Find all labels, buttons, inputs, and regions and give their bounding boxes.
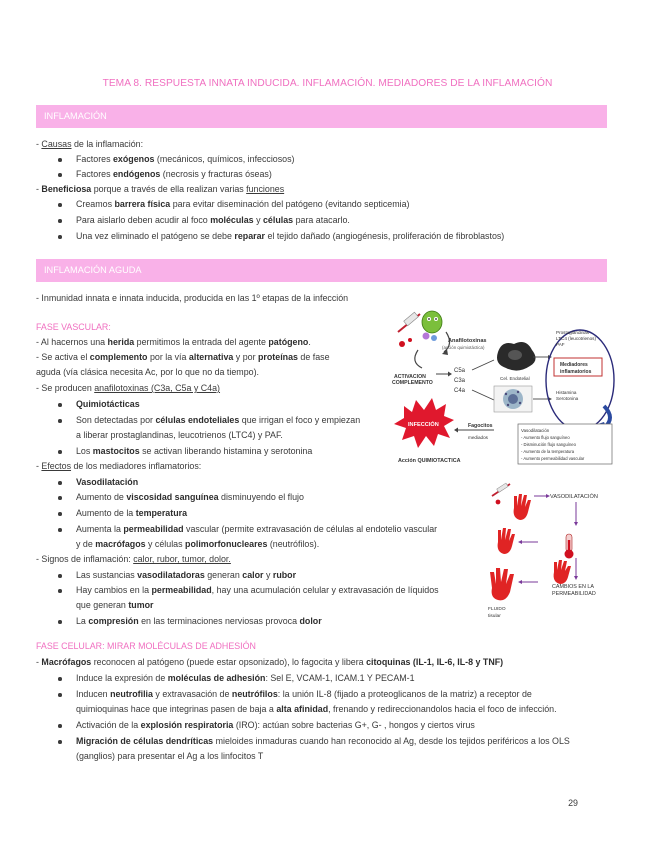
causas-line: - Causas de la inflamación: [36, 139, 144, 149]
cel-endotelial-label: Cel. Endotelial [500, 376, 530, 381]
histamina-label: Histamina [556, 390, 577, 395]
thermometer-icon [565, 534, 574, 559]
bullet [58, 693, 62, 697]
celular-adhesion: Induce la expresión de moléculas de adhesión: Sel E, VCAM-1, ICAM.1 Y PECAM-1 [76, 673, 415, 683]
bullet [58, 235, 62, 239]
effect-list-1: - Aumento flujo sanguíneo [521, 435, 570, 440]
mastocitos-line: Los mastocitos se activan liberando histamina y serotonina [76, 446, 313, 456]
celular-dendriticas-2: (ganglios) para presentar el Ag a los linfocitos T [76, 751, 264, 761]
effect-list-2: - Disminución flujo sanguíneo [521, 442, 576, 447]
bullet [58, 481, 62, 485]
bullet [58, 173, 62, 177]
bullet [58, 574, 62, 578]
signo-tumor-2: que generan tumor [76, 600, 154, 610]
bullet [58, 450, 62, 454]
mast-cell-icon [494, 386, 532, 412]
accion-quimiotactica-label: Acción QUIMIOTACTICA [398, 458, 461, 464]
cambios-label-1: CAMBIOS EN LA [552, 584, 594, 590]
c5a-label: C5a [454, 368, 466, 374]
causa-endogenos: Factores endógenos (necrosis y fracturas óseas) [76, 169, 272, 179]
bullet [58, 620, 62, 624]
funcion-barrera: Creamos barrera física para evitar diseminación del patógeno (evitando septicemia) [76, 199, 410, 209]
section-banner-inflamacion: INFLAMACIÓN [36, 105, 607, 128]
infeccion-label: INFECCIÓN [408, 422, 439, 428]
inflammation-signs-diagram [484, 478, 614, 622]
funcion-reparar: Una vez eliminado el patógeno se debe reparar el tejido dañado (angiogénesis, proliferación de fibroblastos) [76, 231, 505, 241]
page-number: 29 [568, 798, 578, 808]
vasodilatacion-label: VASODILATACIÓN [550, 494, 598, 500]
detectadas-line-1: Son detectadas por células endoteliales que irrigan el foco y empiezan [76, 415, 361, 425]
efecto-vasodilatacion: Vasodilatación [76, 477, 139, 487]
celular-dendriticas-1: Migración de células dendríticas mieloides inmaduras cuando han reconocido al Ag, desde los tejidos periféricos a los OLS [76, 736, 570, 746]
fase-vascular-heading: FASE VASCULAR: [36, 322, 111, 332]
vasodilatacion-label: Vasodilatación [521, 428, 550, 433]
anafilotoxinas-sub: (acción quimiotáctica) [442, 345, 485, 350]
fagocitos-label: Fagocitos [468, 423, 493, 429]
fase-celular-heading: FASE CELULAR: MIRAR MOLÉCULAS DE ADHESIÓN [36, 641, 256, 651]
anafilotoxinas-label: Anafilotoxinas [448, 338, 487, 344]
efectos-line: - Efectos de los mediadores inflamatorios: [36, 461, 202, 471]
macrofagos-line: - Macrófagos reconocen al patógeno (puede estar opsonizado), lo fagocita y libera citoquinas (IL-1, IL-6, IL-8 y TNF) [36, 657, 504, 667]
bullet [58, 528, 62, 532]
section-banner-aguda: INFLAMACIÓN AGUDA [36, 259, 607, 282]
ltc4-label: LTC4 (leucotrienos) [556, 336, 596, 341]
efecto-permeabilidad-2: y de macrófagos y células polimorfonucleares (neutrófilos). [76, 539, 320, 549]
paf-label: PAF [556, 342, 565, 347]
celular-explosion: Activación de la explosión respiratoria (IRO): actúan sobre bacterias G+, G- , hongos y ciertos virus [76, 720, 475, 730]
bullet [58, 219, 62, 223]
efecto-viscosidad: Aumento de viscosidad sanguínea disminuyendo el flujo [76, 492, 304, 502]
signo-tumor-1: Hay cambios en la permeabilidad, hay una acumulación celular y extravasación de líquidos [76, 585, 439, 595]
signo-dolor: La compresión en las terminaciones nerviosas provoca dolor [76, 616, 322, 626]
bullet [58, 512, 62, 516]
bullet [58, 589, 62, 593]
c3a-label: C3a [454, 378, 466, 384]
bullet [58, 724, 62, 728]
fluido-label-1: FLUIDO [488, 607, 506, 612]
efecto-temperatura: Aumento de la temperatura [76, 508, 187, 518]
activacion-label: ACTIVACION [394, 374, 426, 380]
quimiotacticas: Quimiotácticas [76, 399, 140, 409]
bullet [58, 419, 62, 423]
vascular-line-1: - Al hacernos una herida permitimos la entrada del agente patógeno. [36, 337, 311, 347]
bullet [58, 403, 62, 407]
page-title: TEMA 8. RESPUESTA INNATA INDUCIDA. INFLAMACIÓN. MEDIADORES DE LA INFLAMACIÓN [102, 78, 553, 89]
bullet [58, 158, 62, 162]
funcion-aislar: Para aislarlo deben acudir al foco moléculas y células para atacarlo. [76, 215, 350, 225]
celular-neutrofilia-2: quimioquinas hace que integrinas pasen de baja a alta afinidad, frenando y redireccionandolos hacia el foco de infección. [76, 704, 557, 714]
mediadores-label-2: inflamatorios [560, 369, 592, 375]
beneficiosa-line: - Beneficiosa porque a través de ella realizan varias funciones [36, 184, 285, 194]
mediados-label: mediados [468, 435, 488, 440]
mediadores-label-1: Mediadores [560, 362, 588, 368]
serotonina-label: Serotonina [556, 396, 579, 401]
cambios-label-2: PERMEABILIDAD [552, 591, 596, 597]
vascular-line-3: aguda (vía clásica necesita Ac, por lo que no da tiempo). [36, 367, 259, 377]
detectadas-line-2: a liberar prostaglandinas, leucotrienos (LTC4) y PAF. [76, 430, 283, 440]
efecto-permeabilidad-1: Aumenta la permeabilidad vascular (permite extravasación de células al endotelio vascular [76, 524, 438, 534]
prostaglandinas-label: Prostaglandinas [556, 330, 589, 335]
effect-list-4: - Aumento permeabilidad vascular [521, 456, 585, 461]
bullet [58, 496, 62, 500]
effect-list-3: - Aumento de la temperatura [521, 449, 575, 454]
bullet [58, 677, 62, 681]
bullet [58, 740, 62, 744]
mediators-diagram [390, 302, 620, 472]
c4a-label: C4a [454, 388, 466, 394]
intro-line: - Inmunidad innata e innata inducida, producida en las 1º etapas de la infección [36, 293, 349, 303]
vascular-line-4: - Se producen anafilotoxinas (C3a, C5a y C4a) [36, 383, 221, 393]
signo-calor-rubor: Las sustancias vasodilatadoras generan calor y rubor [76, 570, 297, 580]
celular-neutrofilia-1: Inducen neutrofilia y extravasación de neutrófilos: la unión IL-8 (fijado a proteoglicanos de la matriz) a receptor de [76, 689, 532, 699]
fluido-label-2: tisular [488, 614, 501, 619]
causa-exogenos: Factores exógenos (mecánicos, químicos, infecciosos) [76, 154, 295, 164]
bullet [58, 203, 62, 207]
complemento-label: COMPLEMENTO [392, 380, 433, 386]
vascular-line-2: - Se activa el complemento por la vía alternativa y por proteínas de fase [36, 352, 330, 362]
signos-line: - Signos de inflamación: calor, rubor, tumor, dolor. [36, 554, 231, 564]
